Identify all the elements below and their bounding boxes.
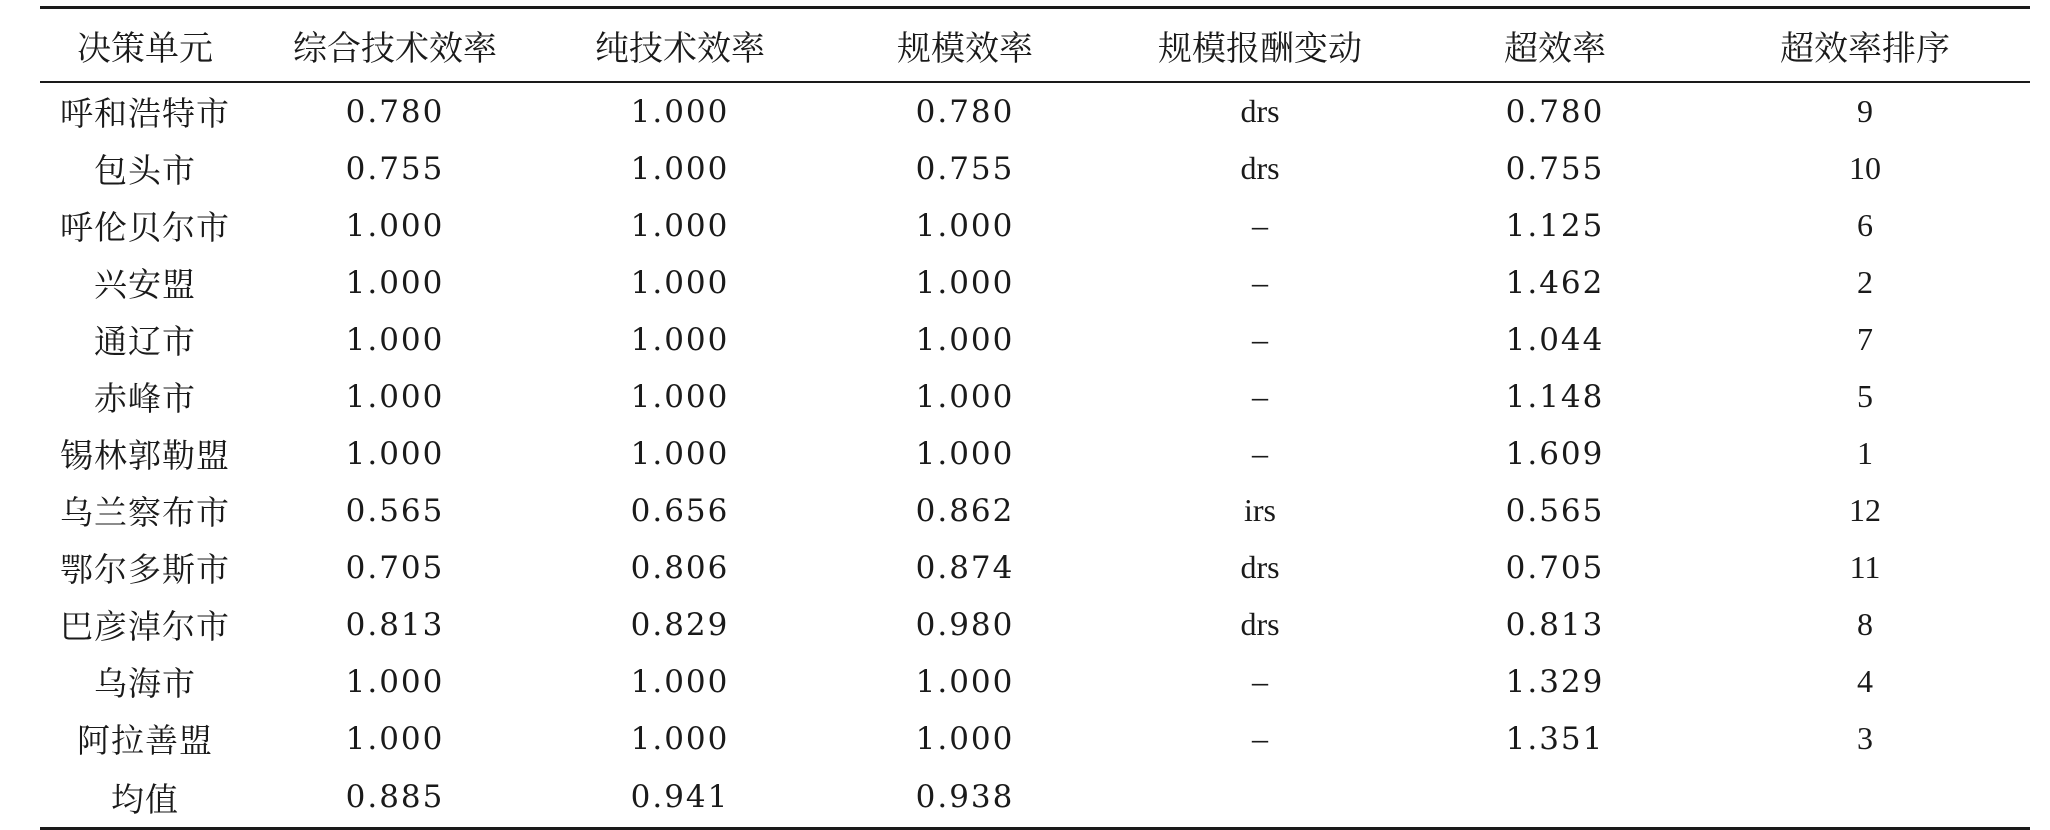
cell-pure-technical-efficiency: 1.000 (630, 264, 730, 301)
cell-rank: 3 (1857, 720, 1873, 756)
cell-unit: 阿拉善盟 (77, 721, 213, 760)
cell-super-efficiency: 0.755 (1505, 150, 1605, 187)
cell-returns-to-scale (1110, 767, 1410, 829)
cell-technical-efficiency: 0.565 (345, 492, 445, 529)
cell-unit: 兴安盟 (94, 265, 196, 304)
cell-rank: 6 (1857, 207, 1873, 243)
cell-pure-technical-efficiency: 1.000 (630, 378, 730, 415)
cell-scale-efficiency: 1.000 (915, 378, 1015, 415)
cell-scale-efficiency: 1.000 (915, 207, 1015, 244)
col-header-technical-efficiency: 综合技术效率 (250, 8, 540, 83)
cell-scale-efficiency: 1.000 (915, 264, 1015, 301)
table-body (40, 82, 2030, 829)
cell-rank: 4 (1857, 663, 1873, 699)
cell-technical-efficiency: 1.000 (345, 720, 445, 757)
table-row (40, 425, 2030, 482)
cell-pure-technical-efficiency: 0.941 (540, 767, 820, 829)
cell-unit: 均值 (40, 767, 250, 829)
cell-pure-technical-efficiency: 1.000 (630, 663, 730, 700)
cell-scale-efficiency: 1.000 (915, 663, 1015, 700)
cell-unit: 呼伦贝尔市 (60, 208, 230, 247)
cell-scale-efficiency: 0.980 (915, 606, 1015, 643)
cell-rank: 11 (1849, 549, 1881, 585)
table-row (40, 368, 2030, 425)
cell-unit: 乌兰察布市 (60, 493, 230, 532)
cell-super-efficiency: 0.705 (1505, 549, 1605, 586)
table-row (40, 140, 2030, 197)
cell-returns-to-scale: – (1252, 264, 1268, 300)
cell-pure-technical-efficiency: 0.829 (630, 606, 730, 643)
cell-super-efficiency: 1.148 (1505, 378, 1605, 415)
cell-technical-efficiency: 0.755 (345, 150, 445, 187)
cell-pure-technical-efficiency: 1.000 (630, 435, 730, 472)
cell-rank (1700, 767, 2030, 829)
table-row (40, 653, 2030, 710)
cell-unit: 鄂尔多斯市 (60, 550, 230, 589)
cell-pure-technical-efficiency: 0.806 (630, 549, 730, 586)
cell-technical-efficiency: 0.813 (345, 606, 445, 643)
cell-returns-to-scale: irs (1244, 492, 1276, 528)
cell-rank: 10 (1849, 150, 1881, 186)
cell-super-efficiency: 1.329 (1505, 663, 1605, 700)
cell-technical-efficiency: 1.000 (345, 435, 445, 472)
col-header-pure-technical-efficiency: 纯技术效率 (540, 8, 820, 83)
cell-scale-efficiency: 0.938 (820, 767, 1110, 829)
table-row (40, 482, 2030, 539)
cell-rank: 12 (1849, 492, 1881, 528)
table-row (40, 254, 2030, 311)
col-header-unit: 决策单元 (40, 8, 250, 83)
cell-scale-efficiency: 0.862 (915, 492, 1015, 529)
table-row (40, 82, 2030, 140)
col-header-scale-efficiency: 规模效率 (820, 8, 1110, 83)
cell-pure-technical-efficiency: 0.656 (630, 492, 730, 529)
cell-rank: 9 (1857, 93, 1873, 129)
cell-returns-to-scale: drs (1240, 549, 1280, 585)
cell-returns-to-scale: – (1252, 321, 1268, 357)
table-row (40, 197, 2030, 254)
cell-technical-efficiency: 1.000 (345, 663, 445, 700)
cell-pure-technical-efficiency: 1.000 (630, 207, 730, 244)
cell-unit: 包头市 (94, 151, 196, 190)
cell-super-efficiency: 0.813 (1505, 606, 1605, 643)
cell-pure-technical-efficiency: 1.000 (630, 720, 730, 757)
cell-unit: 通辽市 (94, 322, 196, 361)
cell-rank: 7 (1857, 321, 1873, 357)
table-row (40, 596, 2030, 653)
cell-returns-to-scale: – (1252, 435, 1268, 471)
cell-rank: 2 (1857, 264, 1873, 300)
efficiency-table (40, 6, 2030, 830)
cell-returns-to-scale: drs (1240, 93, 1280, 129)
cell-returns-to-scale: drs (1240, 606, 1280, 642)
efficiency-table-container (40, 6, 2030, 830)
cell-scale-efficiency: 1.000 (915, 435, 1015, 472)
cell-rank: 1 (1857, 435, 1873, 471)
cell-rank: 8 (1857, 606, 1873, 642)
cell-technical-efficiency: 0.780 (345, 93, 445, 130)
cell-scale-efficiency: 0.755 (915, 150, 1015, 187)
cell-technical-efficiency: 1.000 (345, 264, 445, 301)
cell-super-efficiency (1410, 767, 1700, 829)
cell-scale-efficiency: 0.780 (915, 93, 1015, 130)
cell-technical-efficiency: 1.000 (345, 207, 445, 244)
cell-unit: 呼和浩特市 (60, 94, 230, 133)
table-row (40, 311, 2030, 368)
col-header-returns-to-scale: 规模报酬变动 (1110, 8, 1410, 83)
cell-returns-to-scale: – (1252, 720, 1268, 756)
cell-unit: 巴彦淖尔市 (60, 607, 230, 646)
header-row (40, 8, 2030, 83)
cell-scale-efficiency: 1.000 (915, 720, 1015, 757)
cell-technical-efficiency: 1.000 (345, 321, 445, 358)
table-row-mean (40, 767, 2030, 829)
cell-super-efficiency: 1.351 (1505, 720, 1605, 757)
cell-returns-to-scale: – (1252, 663, 1268, 699)
cell-returns-to-scale: drs (1240, 150, 1280, 186)
cell-scale-efficiency: 1.000 (915, 321, 1015, 358)
cell-returns-to-scale: – (1252, 378, 1268, 414)
cell-pure-technical-efficiency: 1.000 (630, 321, 730, 358)
cell-technical-efficiency: 0.705 (345, 549, 445, 586)
cell-super-efficiency: 0.780 (1505, 93, 1605, 130)
cell-scale-efficiency: 0.874 (915, 549, 1015, 586)
cell-technical-efficiency: 1.000 (345, 378, 445, 415)
cell-super-efficiency: 0.565 (1505, 492, 1605, 529)
cell-rank: 5 (1857, 378, 1873, 414)
cell-super-efficiency: 1.609 (1505, 435, 1605, 472)
cell-pure-technical-efficiency: 1.000 (630, 93, 730, 130)
table-row (40, 710, 2030, 767)
cell-technical-efficiency: 0.885 (250, 767, 540, 829)
cell-unit: 乌海市 (94, 664, 196, 703)
cell-unit: 赤峰市 (94, 379, 196, 418)
cell-returns-to-scale: – (1252, 207, 1268, 243)
cell-pure-technical-efficiency: 1.000 (630, 150, 730, 187)
col-header-super-efficiency: 超效率 (1410, 8, 1700, 83)
col-header-super-efficiency-rank: 超效率排序 (1700, 8, 2030, 83)
cell-super-efficiency: 1.044 (1505, 321, 1605, 358)
table-row (40, 539, 2030, 596)
cell-unit: 锡林郭勒盟 (60, 436, 230, 475)
cell-super-efficiency: 1.125 (1505, 207, 1605, 244)
cell-super-efficiency: 1.462 (1505, 264, 1605, 301)
